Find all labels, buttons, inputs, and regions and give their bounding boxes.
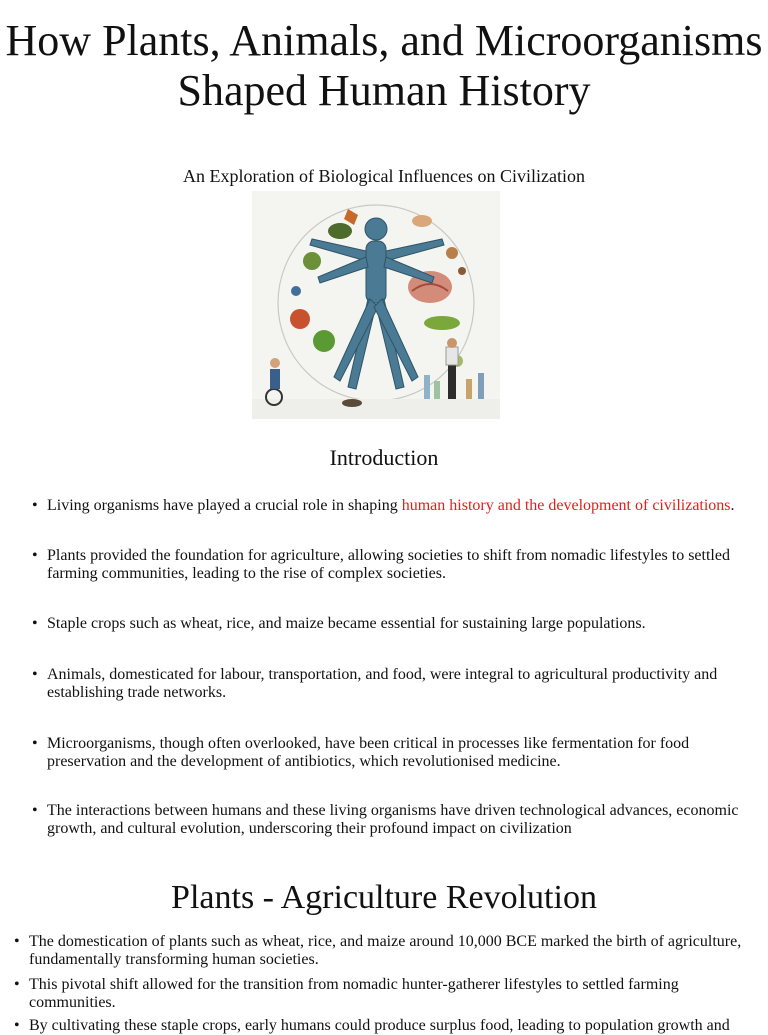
bullet-text: Staple crops such as wheat, rice, and maize became essential for sustaining large populations. — [47, 615, 646, 632]
vitruvian-figure-with-organisms-illustration — [252, 191, 500, 419]
highlighted-text: human history and the development of civilizations — [401, 497, 731, 514]
bullet-text: Microorganisms, though often overlooked, have been critical in processes like fermentation for food preservation and the development of antibiotics, which revolutionised medicine. — [47, 735, 690, 770]
list-item — [32, 735, 752, 770]
list-item — [32, 547, 752, 582]
bullet-text: Animals, domesticated for labour, transportation, and food, were integral to agricultural productivity and establishing trade networks. — [47, 666, 718, 701]
illustration-svg — [252, 191, 500, 419]
bullet-icon: • — [32, 735, 38, 752]
list-item — [32, 497, 752, 515]
list-item — [32, 615, 752, 633]
bullet-icon: • — [32, 666, 38, 683]
bullet-icon: • — [32, 547, 38, 564]
bullet-text: Plants provided the foundation for agriculture, allowing societies to shift from nomadic lifestyles to settled farming communities, leading to the rise of complex societies. — [47, 547, 730, 582]
introduction-heading: Introduction — [329, 445, 439, 470]
page-subtitle: An Exploration of Biological Influences on Civilization — [183, 166, 585, 186]
bullet-icon: • — [14, 933, 20, 950]
bullet-text: The interactions between humans and these living organisms have driven technological advances, economic growth, and cultural evolution, underscoring their profound impact on civilization — [47, 802, 739, 837]
bullet-text: By cultivating these staple crops, early humans could produce surplus food, leading to population growth and — [29, 1017, 730, 1034]
bullet-icon: • — [14, 976, 20, 993]
list-item — [32, 802, 752, 837]
bullet-text: This pivotal shift allowed for the transition from nomadic hunter-gatherer lifestyles to settled farming communities. — [29, 976, 679, 1011]
bullet-icon: • — [32, 497, 38, 514]
list-item — [14, 933, 754, 968]
list-item — [14, 976, 754, 1011]
bullet-icon: • — [32, 802, 38, 819]
page-title: How Plants, Animals, and Microorganisms Shaped Human History — [5, 16, 763, 115]
plants-heading: Plants - Agriculture Revolution — [171, 879, 597, 916]
bullet-icon: • — [32, 615, 38, 632]
bullet-text-end: . — [730, 497, 735, 514]
bullet-text: The domestication of plants such as wheat, rice, and maize around 10,000 BCE marked the birth of agriculture, fundamentally transforming human societies. — [29, 933, 742, 968]
list-item — [14, 1017, 754, 1035]
bullet-icon: • — [14, 1017, 20, 1034]
bullet-text: Living organisms have played a crucial role in shaping — [47, 497, 402, 514]
list-item — [32, 666, 752, 701]
